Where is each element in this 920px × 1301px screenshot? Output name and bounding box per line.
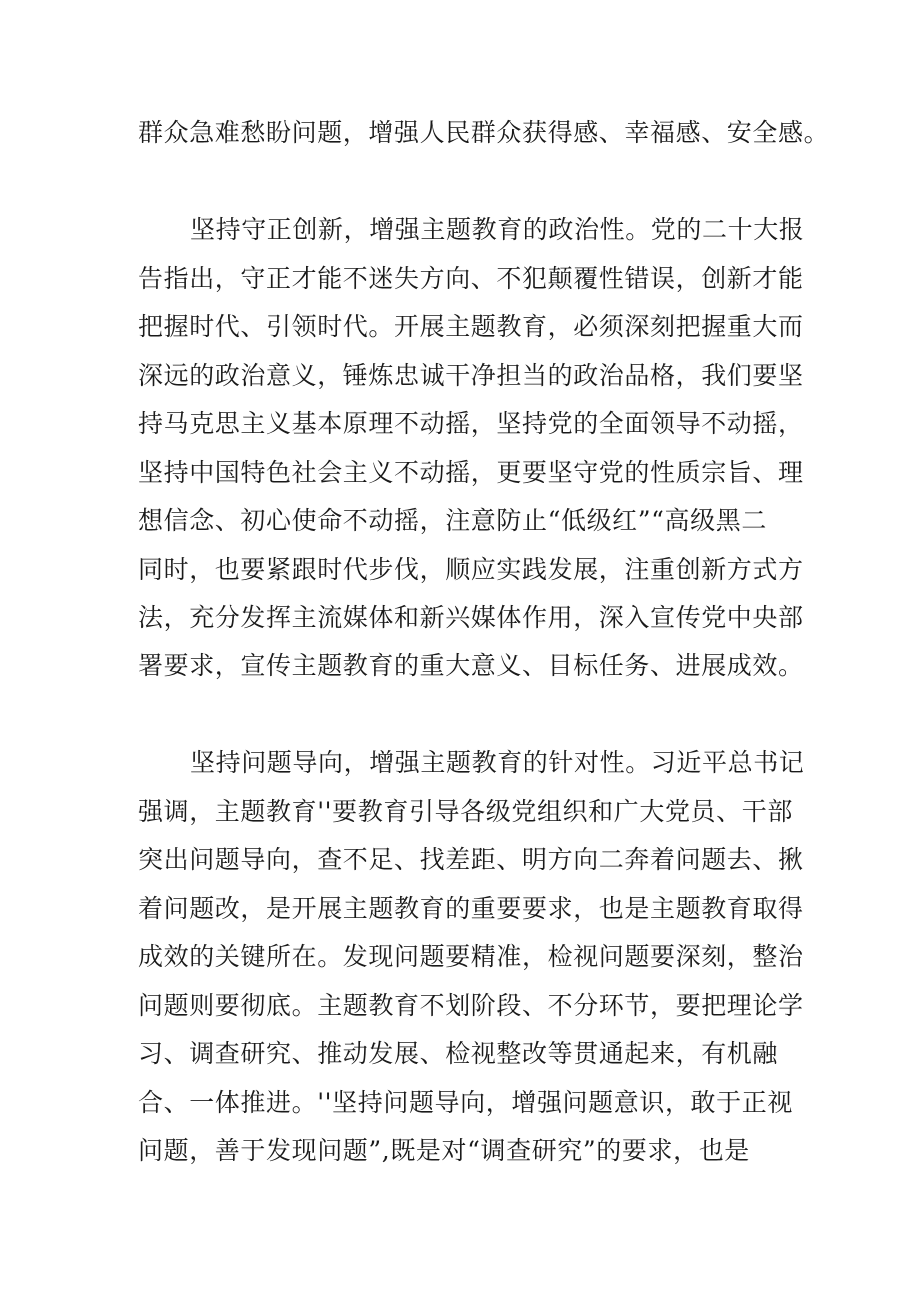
paragraph-2-line-1: 坚持守正创新，增强主题教育的政治性。党的二十大报 [190, 215, 805, 244]
paragraph-3-line-1: 坚持问题导向，增强主题教育的针对性。习近平总书记 [190, 748, 805, 777]
paragraph-2-line-3: 把握时代、引领时代。开展主题教育，必须深刻把握重大而 [138, 312, 804, 341]
paragraph-2-line-4: 深远的政治意义，锤炼忠诚干净担当的政治品格，我们要坚 [138, 361, 804, 390]
paragraph-3-line-8: 合、一体推进。''坚持问题导向，增强问题意识，敢于正视 [138, 1088, 793, 1117]
paragraph-3-line-3: 突出问题导向，查不足、找差距、明方向二奔着问题去、揪 [138, 845, 804, 874]
paragraph-1-line-1: 群众急难愁盼问题，增强人民群众获得感、幸福感、安全感。 [138, 118, 830, 147]
paragraph-2-line-2: 告指出，守正才能不迷失方向、不犯颠覆性错误，创新才能 [138, 264, 804, 293]
paragraph-3-line-9: 问题，善于发现问题”,既是对“调查研究”的要求，也是 [138, 1136, 750, 1165]
paragraph-2-line-6: 坚持中国特色社会主义不动摇，更要坚守党的性质宗旨、理 [138, 458, 804, 487]
paragraph-2-line-5: 持马克思主义基本原理不动摇，坚持党的全面领导不动摇， [138, 409, 804, 438]
paragraph-3-line-2: 强调，主题教育''要教育引导各级党组织和广大党员、干部 [138, 797, 793, 826]
paragraph-3-line-6: 问题则要彻底。主题教育不划阶段、不分环节，要把理论学 [138, 991, 804, 1020]
paragraph-3-line-7: 习、调查研究、推动发展、检视整改等贯通起来，有机融 [138, 1039, 779, 1068]
paragraph-3-line-5: 成效的关键所在。发现问题要精准，检视问题要深刻，整治 [138, 942, 804, 971]
paragraph-2-line-9: 法，充分发挥主流媒体和新兴媒体作用，深入宣传党中央部 [138, 603, 804, 632]
paragraph-2-line-7: 想信念、初心使命不动摇，注意防止“低级红”“高级黑二 [138, 506, 767, 535]
paragraph-2-line-10: 署要求，宣传主题教育的重大意义、目标任务、进展成效。 [138, 651, 804, 680]
paragraph-3-line-4: 着问题改，是开展主题教育的重要要求，也是主题教育取得 [138, 894, 804, 923]
paragraph-2-line-8: 同时，也要紧跟时代步伐，顺应实践发展，注重创新方式方 [138, 555, 804, 584]
